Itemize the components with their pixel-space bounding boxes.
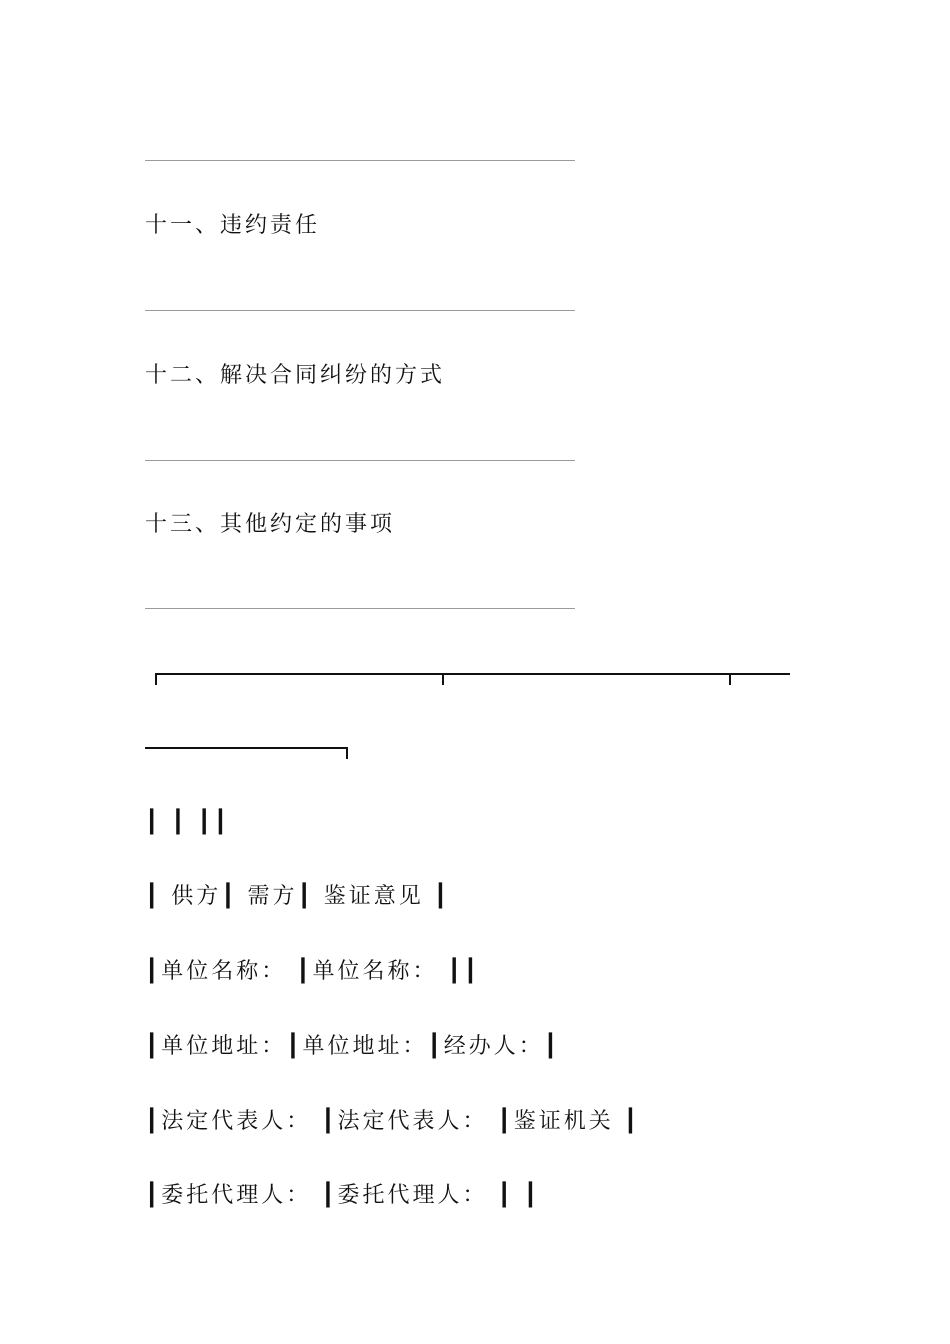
- section-title-dispute-resolution: 十二、解决合同纠纷的方式: [145, 363, 446, 388]
- table-row-legal-representative: ┃法定代表人： ┃法定代表人： ┃鉴证机关 ┃: [145, 1109, 640, 1134]
- blank-line-4: [145, 608, 575, 609]
- table-top-rule: [155, 673, 790, 675]
- table-row-unit-address: ┃单位地址：┃单位地址：┃经办人：┃: [145, 1034, 560, 1059]
- section-title-other-matters: 十三、其他约定的事项: [145, 512, 396, 537]
- table-top-corner-left: [155, 673, 157, 685]
- blank-line-3: [145, 460, 575, 461]
- blank-line-2: [145, 310, 575, 311]
- section-title-breach-liability: 十一、违约责任: [145, 213, 321, 238]
- table-row-header: ┃ 供方┃ 需方┃ 鉴证意见 ┃: [145, 884, 450, 909]
- table-top-divider-1: [442, 673, 444, 685]
- blank-line-1: [145, 160, 575, 161]
- table-top-rule-continued: [145, 747, 348, 749]
- table-row-authorized-agent: ┃委托代理人： ┃委托代理人： ┃ ┃: [145, 1183, 540, 1208]
- table-top-divider-2: [729, 673, 731, 685]
- table-row-empty: ┃ ┃ ┃┃: [145, 810, 230, 835]
- table-row-unit-name: ┃单位名称： ┃单位名称： ┃┃: [145, 959, 480, 984]
- table-top-corner-right: [346, 747, 348, 759]
